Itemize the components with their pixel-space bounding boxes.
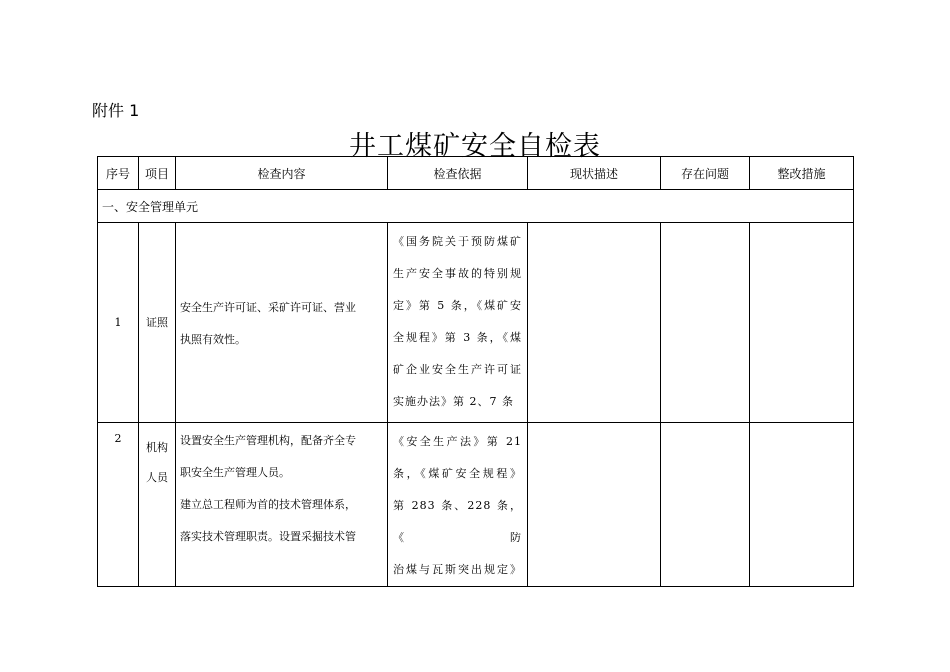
row-problem [661, 423, 750, 587]
header-content: 检查内容 [176, 157, 388, 190]
content-line: 职安全生产管理人员。 [180, 466, 290, 479]
header-measure: 整改措施 [750, 157, 854, 190]
self-inspection-table [97, 156, 854, 587]
header-item: 项目 [139, 157, 176, 190]
header-problem: 存在问题 [661, 157, 750, 190]
table-row [98, 423, 854, 587]
content-line: 执照有效性。 [180, 332, 246, 346]
attachment-label: 附件 1 [92, 101, 140, 120]
basis-line: 治煤与瓦斯突出规定》 [393, 563, 522, 576]
basis-line: 矿企业安全生产许可证 [393, 363, 522, 376]
row-status [528, 223, 661, 423]
content-line: 设置安全生产管理机构，配备齐全专 [180, 434, 356, 447]
row-measure [750, 423, 854, 587]
row-number: 1 [98, 223, 139, 423]
basis-line: 生产安全事故的特别规 [393, 267, 522, 280]
content-line: 安全生产许可证、采矿许可证、营业 [180, 300, 356, 314]
row-item [139, 423, 176, 587]
section-row [98, 190, 854, 223]
content-line: 落实技术管理职责。设置采掘技术管 [180, 530, 356, 543]
item-line: 人员 [146, 471, 168, 484]
basis-line: 条，《煤矿安全规程》 [393, 467, 522, 480]
content-line: 建立总工程师为首的技术管理体系， [180, 498, 356, 511]
row-item: 证照 [139, 223, 176, 423]
header-basis: 检查依据 [388, 157, 528, 190]
row-measure [750, 223, 854, 423]
row-number: 2 [98, 423, 139, 587]
basis-line: 实施办法》第 2、7 条 [393, 395, 514, 408]
section-title: 一、安全管理单元 [98, 190, 854, 223]
header-seq: 序号 [98, 157, 139, 190]
basis-line: 第 283 条、228 条，《防 [393, 499, 522, 544]
table-row [98, 223, 854, 423]
document-title: 井工煤矿安全自检表 [349, 131, 601, 162]
row-basis [388, 223, 528, 423]
row-basis [388, 423, 528, 587]
item-line: 机构 [146, 441, 168, 454]
row-content [176, 423, 388, 587]
basis-line: 《安全生产法》第 21 [393, 435, 522, 448]
header-row [98, 157, 854, 190]
basis-line: 《国务院关于预防煤矿 [393, 235, 522, 248]
basis-line: 全规程》第 3 条，《煤 [393, 331, 522, 344]
basis-line: 定》第 5 条，《煤矿安 [393, 299, 522, 312]
row-problem [661, 223, 750, 423]
row-status [528, 423, 661, 587]
header-status: 现状描述 [528, 157, 661, 190]
row-content [176, 223, 388, 423]
